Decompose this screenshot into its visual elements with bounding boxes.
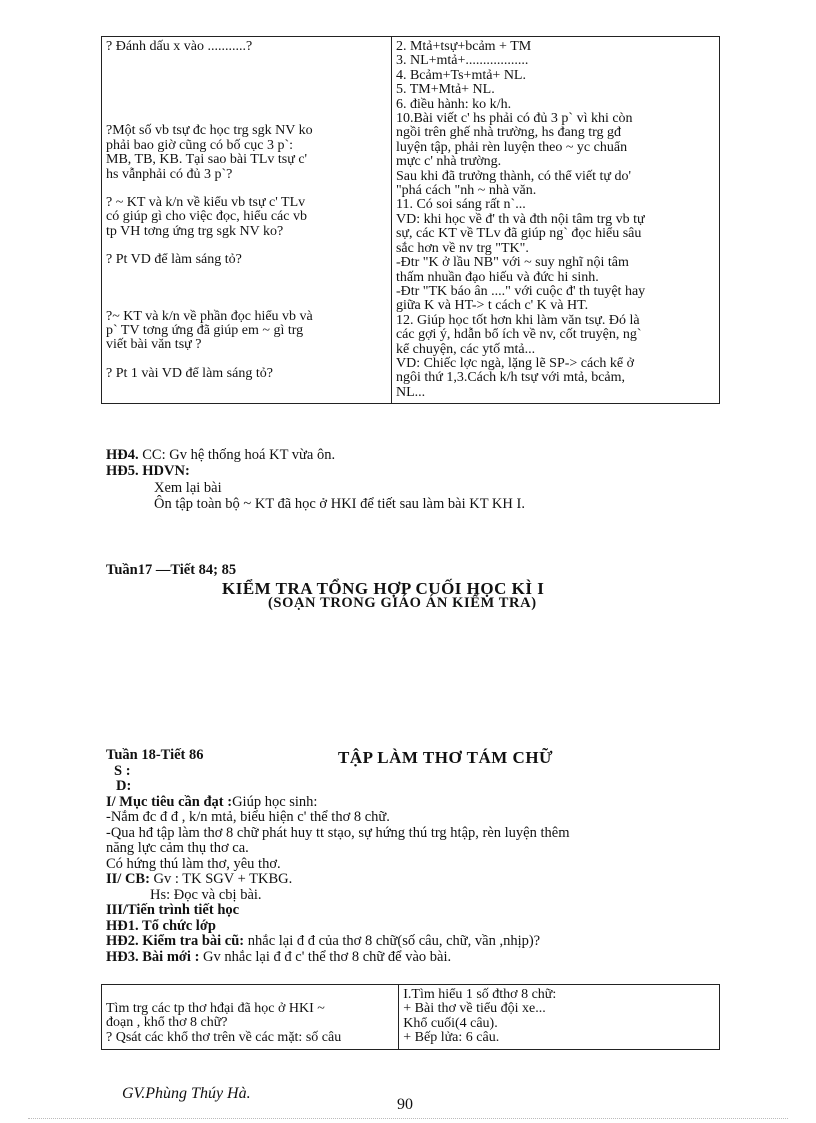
page-number: 90	[397, 1096, 413, 1113]
question-line: MB, TB, KB. Tại sao bài TLv tsự c'	[106, 152, 308, 168]
lesson-title: TẬP LÀM THƠ TÁM CHỮ	[338, 748, 554, 767]
question-line: ? Pt VD để làm sáng tỏ?	[106, 252, 242, 268]
objective-2b: năng lực cảm thụ thơ ca.	[106, 840, 249, 856]
answer-line: mực c' nhà trường.	[395, 154, 502, 170]
hd5-line2: Ôn tập toàn bộ ~ KT đã học ở HKI để tiết sau làm bài KT KH I.	[154, 496, 525, 512]
objective-1: -Nắm đc đ đ , k/n mtả, biểu hiện c' thể thơ 8 chữ.	[106, 809, 390, 825]
question-line: có giúp gì cho việc đọc, hiểu các vb	[106, 209, 307, 225]
answer-line: sắc hơn về nv trg "TK".	[395, 240, 529, 256]
exam-subtitle: (SOẠN TRONG GIÁO ÁN KIỂM TRA)	[268, 595, 537, 611]
lesson-question-line: ? Qsát các khổ thơ trên về các mặt: số câu	[106, 1029, 342, 1045]
answer-line: kể chuyện, các ytố mtả...	[395, 341, 536, 357]
answer-line: -Đtr "K ở lầu NB" với ~ suy nghĩ nội tâm	[395, 255, 629, 271]
lesson-answer-line: + Bài thơ về tiểu đội xe...	[403, 1001, 546, 1017]
hd4-label: HĐ4.	[106, 447, 139, 463]
answer-line: 10.Bài viết c' hs phải có đủ 3 p` vì khi còn	[395, 111, 633, 127]
hd2-label: HĐ2. Kiểm tra bài cũ:	[106, 933, 245, 949]
question-line: tp VH tơng ứng trg sgk NV ko?	[106, 223, 284, 239]
answer-line: ngồi trên ghế nhà trường, hs đang trg gđ	[395, 125, 622, 141]
answer-line: 3. NL+mtả+..................	[395, 53, 529, 69]
week17-heading: Tuần17 —Tiết 84; 85	[106, 562, 237, 578]
question-line: ?~ KT và k/n về phần đọc hiểu vb và	[106, 308, 313, 324]
answer-line: sự, các KT về TLv đã giúp ng` đọc hiểu sâu	[395, 226, 642, 242]
lesson-answer-line: + Bếp lửa: 6 câu.	[403, 1030, 500, 1046]
hs-line: Hs: Đọc và cbị bài.	[150, 887, 262, 903]
lesson-question-line: Tìm trg các tp thơ hđại đã học ở HKI ~	[106, 1001, 325, 1016]
answer-line: Sau khi đã trưởng thành, có thể viết tự do'	[395, 168, 632, 184]
question-line	[106, 96, 387, 110]
answer-line: ngôi thứ 1,3.Cách k/h tsự với mtả, bcảm,	[395, 370, 626, 386]
hd4-line	[106, 448, 335, 463]
answer-line: NL...	[395, 384, 426, 400]
hd3-label: HĐ3. Bài mới :	[106, 949, 200, 965]
answer-line: VD: khi học về đ' th và đth nội tâm trg vb tự	[395, 211, 645, 227]
footer-author: GV.Phùng Thúy Hà.	[122, 1085, 251, 1102]
answer-line: VD: Chiếc lợc ngà, lặng lẽ SP-> cách kể ở	[395, 355, 635, 371]
answer-line: 6. điều hành: ko k/h.	[395, 96, 512, 112]
hd3-text: Gv nhắc lại đ đ c' thể thơ 8 chữ để vào bài.	[199, 949, 452, 965]
section2-label: II/ CB:	[106, 871, 150, 887]
question-line	[106, 82, 387, 96]
answer-line: "phá cách "nh ~ nhà văn.	[395, 183, 537, 199]
answer-line: các gợi ý, hdẫn bổ ích về nv, cốt truyện, ng`	[395, 327, 642, 343]
question-line	[106, 182, 387, 196]
footer-divider	[28, 1118, 788, 1119]
question-line: viết bài văn tsự ?	[106, 337, 202, 353]
lesson-table	[101, 984, 720, 1050]
hd2-text: nhắc lại đ đ của thơ 8 chữ(số câu, chữ, vần ,nhịp)?	[244, 933, 541, 949]
hd1-line: HĐ1. Tổ chức lớp	[106, 918, 216, 934]
objective-2a: -Qua hđ tập làm thơ 8 chữ phát huy tt stạo, sự hứng thú trg htập, rèn luyện thêm	[106, 825, 570, 841]
hd3-line	[106, 950, 451, 965]
questions-column	[102, 37, 392, 404]
answer-line: 4. Bcảm+Ts+mtả+ NL.	[395, 67, 526, 83]
review-table	[101, 36, 720, 404]
question-line: ? ~ KT và k/n về kiểu vb tsự c' TLv	[106, 195, 306, 211]
question-line: p` TV tơng ứng đã giúp em ~ gì trg	[106, 323, 304, 339]
section3-heading: III/Tiến trình tiết học	[106, 902, 240, 918]
lesson-questions-column	[102, 985, 399, 1050]
hd2-line	[106, 934, 540, 949]
section1-line	[106, 795, 317, 810]
answer-line: 2. Mtả+tsự+bcảm + TM	[395, 39, 532, 54]
question-line: ? Pt 1 vài VD để làm sáng tỏ?	[106, 365, 273, 381]
section1-label: I/ Mục tiêu cần đạt :	[106, 794, 233, 810]
question-line	[106, 296, 387, 310]
answer-line: thấm nhuần đạo hiếu và đức hi sinh.	[395, 269, 599, 285]
answer-line: 5. TM+Mtả+ NL.	[395, 82, 495, 98]
answer-line: 11. Có soi sáng rất n`...	[395, 197, 526, 213]
lesson-answers-column	[399, 985, 720, 1050]
s-label: S :	[114, 763, 131, 779]
question-line: phải bao giờ cũng có bố cục 3 p`:	[106, 137, 294, 153]
answer-line: giữa K và HT-> t cách c' K và HT.	[395, 298, 589, 314]
week18-heading: Tuần 18-Tiết 86	[106, 747, 204, 763]
exam-title: KIỂM TRA TỔNG HỢP CUỐI HỌC KÌ I	[222, 579, 545, 598]
answer-line: -Đtr "TK báo ân ...." với cuộc đ' th tuyệt hay	[395, 283, 646, 299]
hd5-label: HĐ5. HDVN:	[106, 463, 190, 479]
objective-3: Có hứng thú làm thơ, yêu thơ.	[106, 856, 281, 872]
question-line	[106, 54, 387, 68]
answers-column	[391, 37, 719, 404]
hd4-text: CC: Gv hệ thống hoá KT vừa ôn.	[138, 447, 336, 463]
question-line: hs vẫnphải có đủ 3 p`?	[106, 166, 233, 182]
section1-text: Giúp học sinh:	[232, 794, 318, 810]
question-line	[106, 239, 387, 253]
lesson-answer-line: Khổ cuối(4 câu).	[403, 1015, 498, 1031]
question-line	[106, 353, 387, 367]
lesson-question-line	[106, 988, 394, 1002]
lesson-question-line: đoạn , khổ thơ 8 chữ?	[106, 1015, 228, 1031]
hd5-line1: Xem lại bài	[154, 480, 222, 496]
section2-text: Gv : TK SGV + TKBG.	[149, 871, 293, 887]
lesson-answer-line: I.Tìm hiểu 1 số đthơ 8 chữ:	[403, 987, 557, 1002]
question-line: ?Một số vb tsự đc học trg sgk NV ko	[106, 123, 313, 139]
d-label: D:	[116, 778, 132, 794]
question-line: ? Đánh dấu x vào ...........?	[106, 39, 253, 54]
answer-line: 12. Giúp học tốt hơn khi làm văn tsự. Đó là	[395, 312, 640, 328]
question-line	[106, 68, 387, 82]
answer-line: luyện tập, phải rèn luyện theo ~ yc chuẩn	[395, 139, 628, 155]
section2-line	[106, 872, 292, 887]
question-line	[106, 110, 387, 124]
question-line	[106, 282, 387, 296]
question-line	[106, 268, 387, 282]
